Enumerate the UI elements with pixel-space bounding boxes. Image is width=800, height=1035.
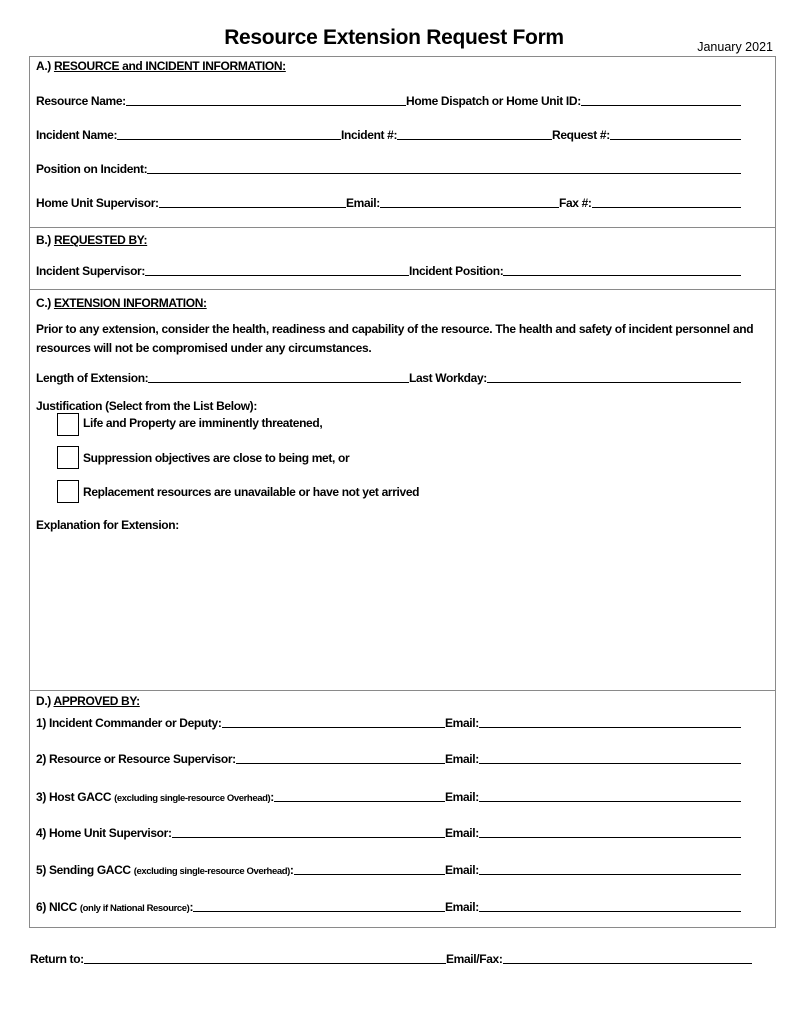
approver-email-field[interactable] [479,727,741,728]
checkbox-suppression[interactable] [57,446,79,469]
approver-email-field[interactable] [479,837,741,838]
approver-row [36,714,741,730]
approver-label: 6) NICC [36,900,80,914]
fax-label: Fax #: [559,196,592,210]
incident-supervisor-field[interactable] [145,275,409,276]
incident-supervisor-label: Incident Supervisor: [36,264,146,278]
approver-name-field[interactable] [274,801,445,802]
resource-name-label: Resource Name: [36,94,126,108]
incident-number-field[interactable] [397,139,552,140]
approver-email-label: Email: [445,863,479,877]
approver-name-field[interactable] [294,874,445,875]
approver-row [36,861,741,877]
approver-row [36,788,741,804]
row-home-unit [36,194,741,210]
home-dispatch-label: Home Dispatch or Home Unit ID: [406,94,581,108]
approver-email-label: Email: [445,716,479,730]
approver-row [36,898,741,914]
row-position [36,160,741,176]
approver-name-field[interactable] [222,727,446,728]
approver-email-label: Email: [445,752,479,766]
position-label: Position on Incident: [36,162,148,176]
email-fax-label: Email/Fax: [446,952,503,966]
row-requested-by [36,262,741,278]
approver-name-field[interactable] [172,837,445,838]
row-extension [36,369,741,385]
approver-label: 3) Host GACC [36,790,115,804]
approver-note: (only if National Resource) [79,903,190,914]
colon: : [270,790,274,804]
incident-number-label: Incident #: [341,128,398,142]
approver-note: (excluding single-resource Overhead) [133,866,290,877]
approver-label: 1) Incident Commander or Deputy: [36,716,222,730]
approver-name-field[interactable] [193,911,445,912]
section-c-heading: C.) EXTENSION INFORMATION: [36,296,207,310]
approver-email-label: Email: [445,900,479,914]
section-a-heading: A.) RESOURCE and INCIDENT INFORMATION: [36,59,286,73]
approver-label: 4) Home Unit Supervisor: [36,826,172,840]
incident-name-field[interactable] [117,139,341,140]
section-d-heading: D.) APPROVED BY: [36,694,140,708]
incident-name-label: Incident Name: [36,128,118,142]
section-b-heading: B.) REQUESTED BY: [36,233,148,247]
approver-email-label: Email: [445,826,479,840]
checkbox-replacement[interactable] [57,480,79,503]
explanation-label: Explanation for Extension: [36,518,179,532]
checkbox-life-property[interactable] [57,413,79,436]
approver-name-field[interactable] [236,763,445,764]
request-number-label: Request #: [552,128,610,142]
form-date: January 2021 [697,40,773,54]
email-fax-field[interactable] [503,963,752,964]
approver-label: 5) Sending GACC [36,863,134,877]
divider [29,690,776,691]
email-label: Email: [346,196,380,210]
length-field[interactable] [148,382,409,383]
resource-name-field[interactable] [126,105,406,106]
last-workday-field[interactable] [487,382,741,383]
divider [29,227,776,228]
row-return [30,950,752,966]
explanation-field[interactable] [36,540,756,685]
approver-email-field[interactable] [479,911,741,912]
option-life-property: Life and Property are imminently threatened, [83,416,323,430]
colon: : [189,900,194,914]
email-field[interactable] [380,207,559,208]
row-incident [36,126,741,142]
approver-row [36,824,741,840]
approver-note: (excluding single-resource Overhead) [114,793,271,804]
option-replacement: Replacement resources are unavailable or have not yet arrived [83,485,420,499]
home-unit-supervisor-field[interactable] [159,207,346,208]
health-safety-notice: Prior to any extension, consider the health, readiness and capability of the resource. The health and safety of incident personnel and resources will not be compromised under any circumstances. [36,322,754,355]
length-label: Length of Extension: [36,371,149,385]
form-title: Resource Extension Request Form [224,26,564,49]
divider [29,289,776,290]
approver-label: 2) Resource or Resource Supervisor: [36,752,236,766]
justification-label: Justification (Select from the List Below): [36,399,257,413]
option-suppression: Suppression objectives are close to being met, or [83,451,350,465]
fax-field[interactable] [592,207,741,208]
last-workday-label: Last Workday: [409,371,487,385]
approver-email-field[interactable] [479,874,741,875]
approver-email-field[interactable] [479,763,741,764]
approver-email-field[interactable] [479,801,741,802]
incident-position-field[interactable] [503,275,741,276]
return-to-label: Return to: [30,952,84,966]
return-to-field[interactable] [84,963,446,964]
approver-row [36,750,741,766]
position-field[interactable] [147,173,741,174]
colon: : [289,863,294,877]
home-dispatch-field[interactable] [581,105,741,106]
request-number-field[interactable] [610,139,741,140]
approver-email-label: Email: [445,790,479,804]
incident-position-label: Incident Position: [409,264,504,278]
home-unit-supervisor-label: Home Unit Supervisor: [36,196,159,210]
row-resource-name [36,92,741,108]
